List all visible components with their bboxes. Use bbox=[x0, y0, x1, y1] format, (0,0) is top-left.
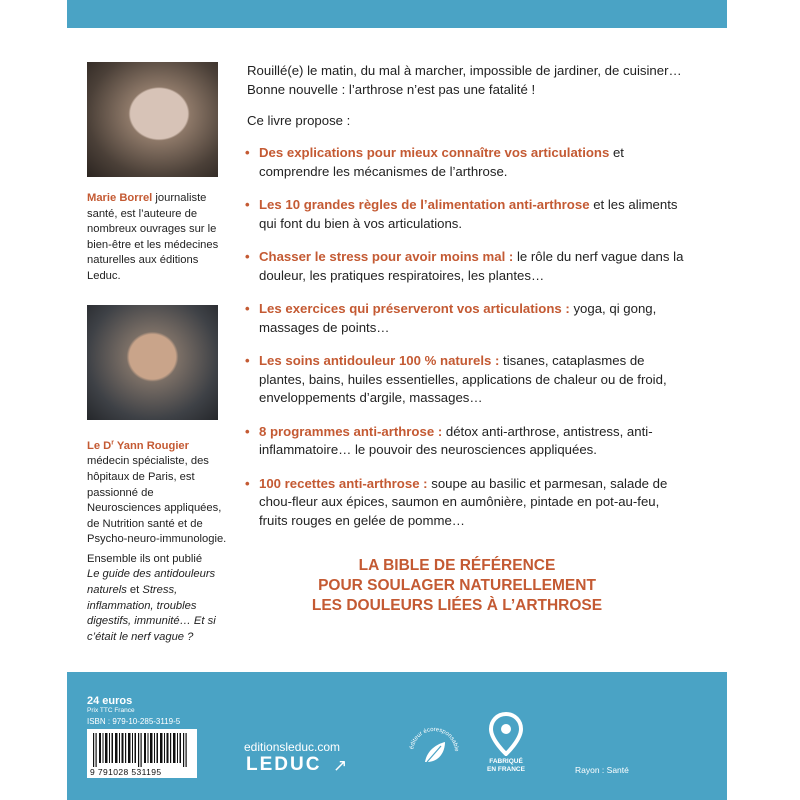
list-item: • Les exercices qui préserveront vos articulations : yoga, qi gong, massages de points… bbox=[245, 301, 657, 335]
bullet-icon: • bbox=[245, 475, 250, 491]
made-in-france: FABRIQUÉ EN FRANCE bbox=[487, 758, 525, 773]
barcode-bars bbox=[93, 733, 191, 767]
bullet-icon: • bbox=[245, 301, 250, 316]
barcode-digits: 9 791028 531195 bbox=[90, 767, 162, 777]
location-pin-icon bbox=[488, 712, 524, 756]
eco-label-text: éditeur écoresponsable bbox=[409, 726, 460, 752]
author-name-1: Marie Borrel bbox=[87, 192, 153, 204]
list-item: • 100 recettes anti-arthrose : soupe au basilic et parmesan, salade de chou-fleur aux épices, saumon en aumônière, pintade en pot-au-feu, fruits rouges en gelée de pomme… bbox=[245, 475, 668, 528]
tagline: LA BIBLE DE RÉFÉRENCE POUR SOULAGER NATURELLEMENT LES DOULEURS LIÉES À L’ARTHROSE bbox=[311, 557, 603, 614]
list-item: • Les 10 grandes règles de l’alimentation anti-arthrose et les aliments qui font du bien à vos articulations. bbox=[245, 197, 678, 231]
book-title-2: Stress, inflammation, troubles digestifs, immunité… Et si c’était le nerf vague ? bbox=[87, 584, 216, 643]
bullet-icon: • bbox=[245, 249, 250, 264]
author-name-2: Le $D^r$ Yann Rougier bbox=[87, 439, 189, 452]
author-bio-text-2: médecin spécialiste, des hôpitaux de Paris, est passionné de Neurosciences appliquées, de Nutrition santé et de Psycho-neuro-immunologie. bbox=[87, 455, 227, 546]
list-item: • Des explications pour mieux connaître vos articulations et comprendre les mécanismes de l’arthrose. bbox=[245, 145, 624, 179]
book-title-1: Le guide des antidouleurs naturels bbox=[87, 568, 216, 597]
arrow-icon: ↗ bbox=[333, 756, 348, 775]
bullet-icon: • bbox=[245, 423, 250, 439]
eco-label-badge bbox=[405, 720, 463, 778]
intro-text: Rouillé(e) le matin, du mal à marcher, impossible de jardiner, de cuisiner… Bonne nouvelle : l’arthrose n’est pas une fatalité ! bbox=[247, 63, 682, 97]
author-photo-marie-borrel bbox=[87, 62, 218, 177]
list-item: • 8 programmes anti-arthrose : détox anti-arthrose, antistress, anti-inflammatoire… le pouvoir des neurosciences appliquées. bbox=[245, 423, 653, 457]
isbn: ISBN : 979-10-285-3119-5 bbox=[87, 717, 181, 726]
top-band bbox=[67, 0, 727, 28]
author-photo-yann-rougier bbox=[87, 305, 218, 420]
benefits-list bbox=[247, 144, 687, 545]
author-bio-2 bbox=[87, 435, 227, 649]
list-item: • Chasser le stress pour avoir moins mal : le rôle du nerf vague dans la douleur, les pratiques respiratoires, les plantes… bbox=[245, 249, 684, 283]
author-bio-1 bbox=[87, 191, 227, 285]
author-bio-text-1: journaliste santé, est l’auteure de nombreux ouvrages sur le bien-être et les médecines naturelles aux éditions Leduc. bbox=[87, 192, 219, 282]
book-back-cover bbox=[67, 0, 727, 800]
bullet-icon: • bbox=[245, 145, 250, 160]
joint-books: Ensemble ils ont publié Le guide des antidouleurs naturels et Stress, inflammation, troubles digestifs, immunité… Et si c’était le nerf vague ? bbox=[87, 552, 216, 643]
shelf-category: Rayon : Santé bbox=[575, 765, 629, 775]
bullet-icon: • bbox=[245, 353, 250, 368]
leaf-icon bbox=[425, 742, 445, 762]
publisher-website[interactable]: editionsleduc.com bbox=[244, 740, 341, 754]
price: 24 euros bbox=[87, 695, 133, 707]
propose-heading: Ce livre propose : bbox=[247, 113, 351, 128]
barcode bbox=[87, 729, 197, 778]
list-item: • Les soins antidouleur 100 % naturels : tisanes, cataplasmes de plantes, bains, huiles essentielles, applications de chaleur ou de froid, enveloppements d’argile, massages… bbox=[245, 353, 667, 405]
publisher-logo: LEDUC bbox=[246, 754, 322, 775]
bullet-icon: • bbox=[245, 197, 250, 212]
price-note: Prix TTC France bbox=[87, 707, 135, 714]
